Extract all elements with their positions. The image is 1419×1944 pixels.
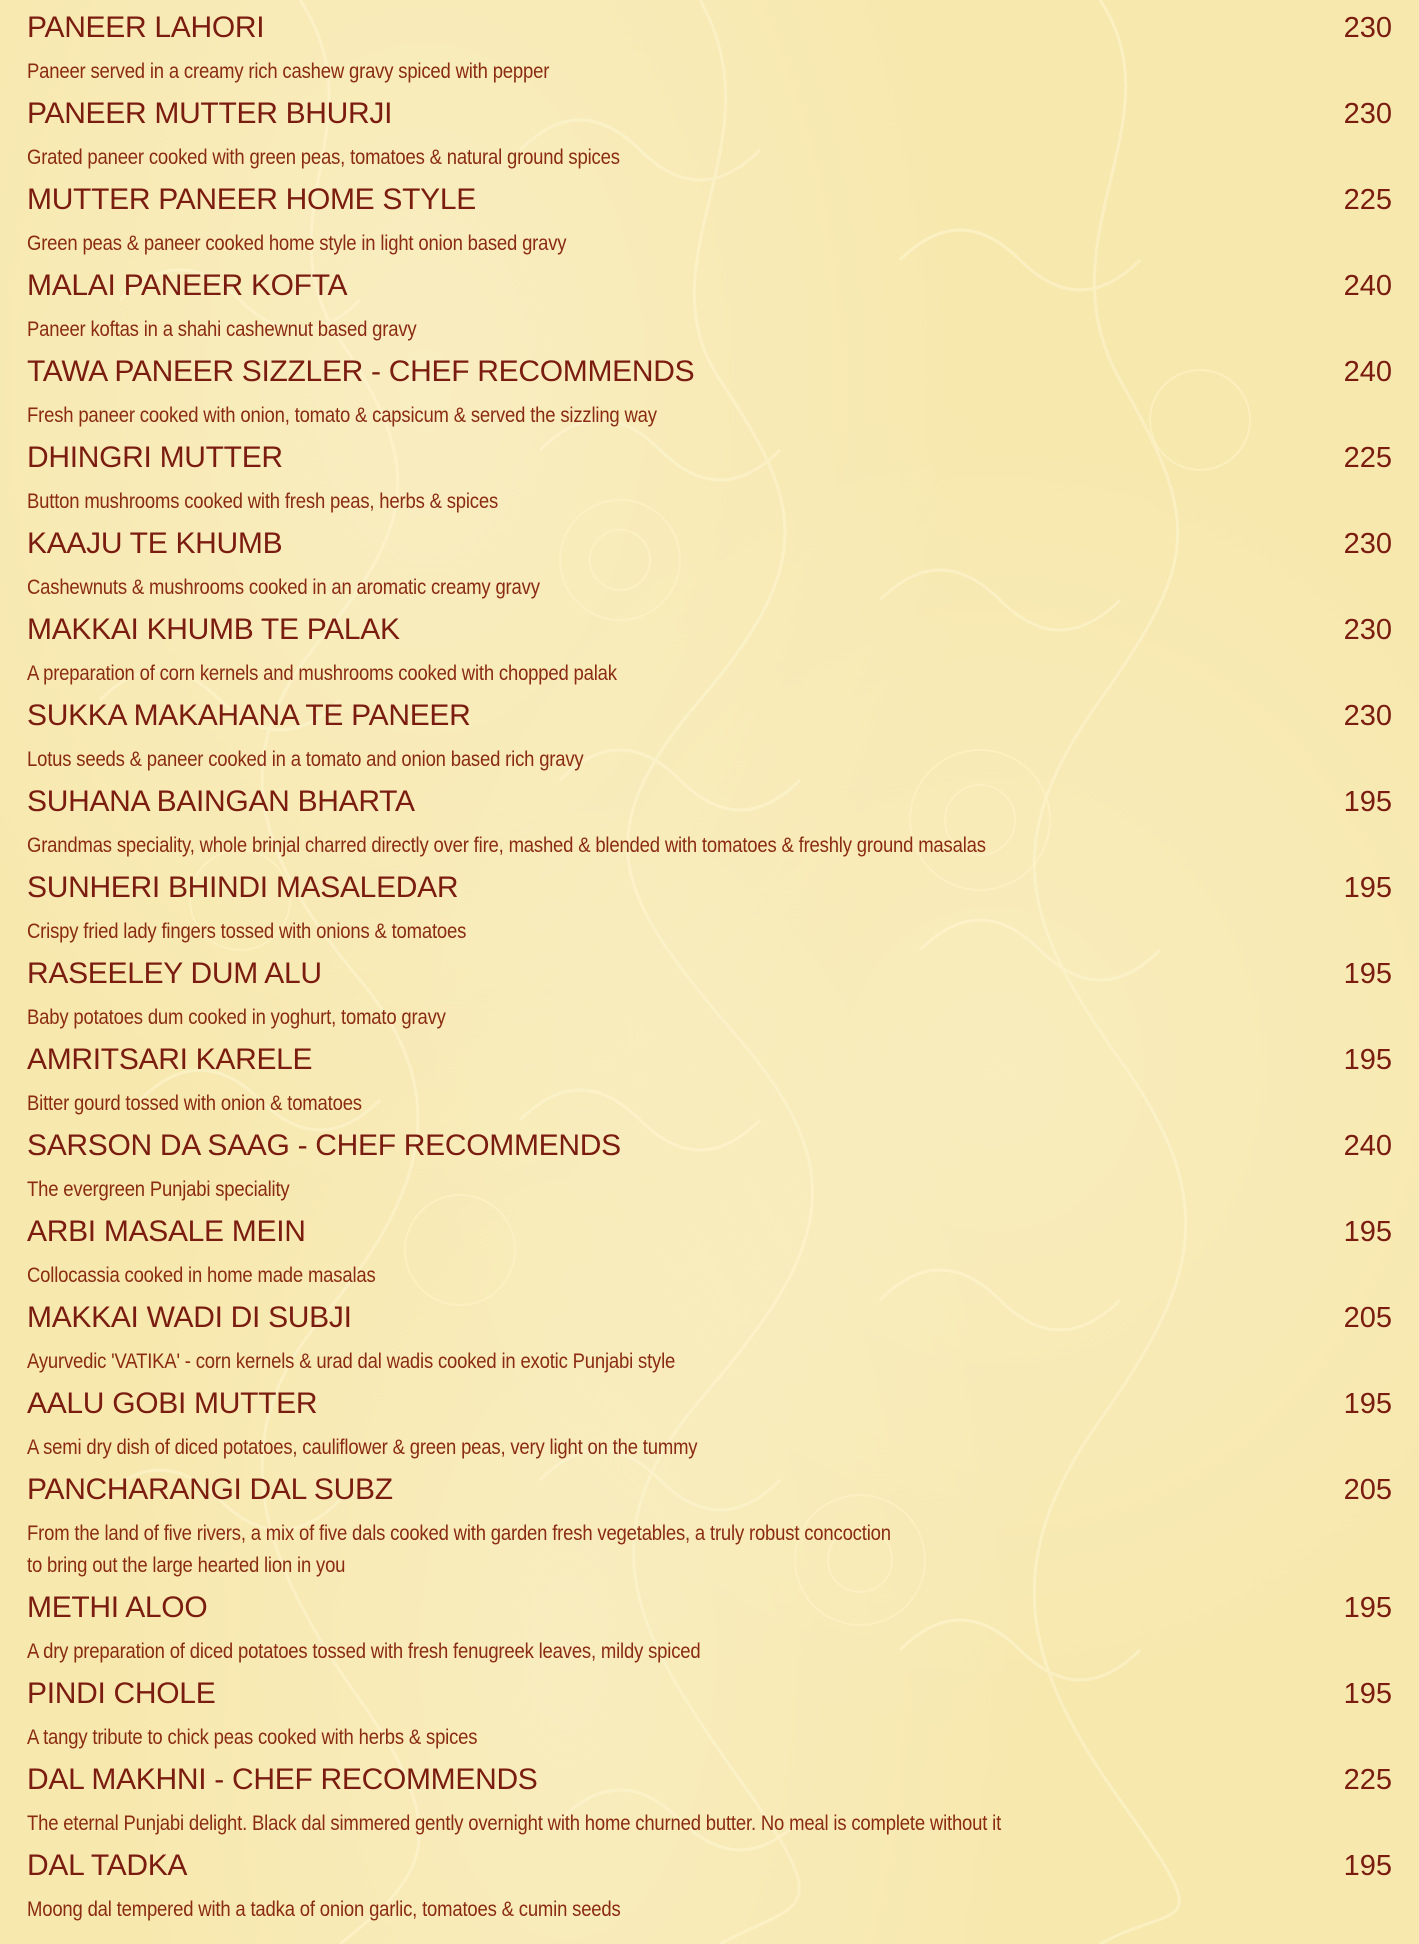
item-name: PANCHARANGI DAL SUBZ (27, 1473, 393, 1506)
menu-item (0, 694, 1419, 780)
item-description: Baby potatoes dum cooked in yoghurt, tomato gravy (27, 1006, 446, 1029)
item-price: 195 (1343, 1388, 1392, 1420)
item-name: MAKKAI WADI DI SUBJI (27, 1301, 352, 1334)
menu-item (0, 1038, 1419, 1124)
menu-item (0, 350, 1419, 436)
menu-item (0, 1210, 1419, 1296)
item-price: 230 (1343, 614, 1392, 646)
item-description: Lotus seeds & paneer cooked in a tomato and onion based rich gravy (27, 748, 584, 771)
item-price: 230 (1343, 528, 1392, 560)
item-description: Ayurvedic 'VATIKA' - corn kernels & urad dal wadis cooked in exotic Punjabi style (27, 1350, 676, 1373)
item-name: AMRITSARI KARELE (27, 1043, 313, 1076)
item-price: 195 (1343, 872, 1392, 904)
item-price: 195 (1343, 1850, 1392, 1882)
item-name: SUNHERI BHINDI MASALEDAR (27, 871, 459, 904)
item-name: PANEER MUTTER BHURJI (27, 97, 393, 130)
menu-item (0, 522, 1419, 608)
menu-item (0, 264, 1419, 350)
menu-item (0, 1468, 1419, 1586)
menu-item (0, 1844, 1419, 1930)
item-name: KAAJU TE KHUMB (27, 527, 283, 560)
menu-item (0, 178, 1419, 264)
item-description: A semi dry dish of diced potatoes, cauliflower & green peas, very light on the tummy (27, 1436, 698, 1459)
menu-item (0, 1758, 1419, 1844)
item-description: Moong dal tempered with a tadka of onion garlic, tomatoes & cumin seeds (27, 1898, 621, 1921)
item-name: DAL TADKA (27, 1849, 188, 1882)
menu-item (0, 1672, 1419, 1758)
item-name: DHINGRI MUTTER (27, 441, 283, 474)
item-price: 195 (1343, 1044, 1392, 1076)
item-description-line: From the land of five rivers, a mix of five dals cooked with garden fresh vegetables, a truly robust concoction (27, 1522, 891, 1545)
menu-item (0, 1124, 1419, 1210)
item-description: A tangy tribute to chick peas cooked with herbs & spices (27, 1726, 478, 1749)
item-name: MALAI PANEER KOFTA (27, 269, 348, 302)
item-price: 205 (1343, 1474, 1392, 1506)
item-description: Cashewnuts & mushrooms cooked in an aromatic creamy gravy (27, 576, 540, 599)
item-price: 195 (1343, 958, 1392, 990)
item-description (27, 1518, 1162, 1582)
item-description: Green peas & paneer cooked home style in light onion based gravy (27, 232, 567, 255)
item-price: 225 (1343, 184, 1392, 216)
menu-item (0, 92, 1419, 178)
item-name: MUTTER PANEER HOME STYLE (27, 183, 476, 216)
item-price: 195 (1343, 1592, 1392, 1624)
item-description: The evergreen Punjabi speciality (27, 1178, 290, 1201)
item-description: Fresh paneer cooked with onion, tomato & capsicum & served the sizzling way (27, 404, 657, 427)
item-name: TAWA PANEER SIZZLER - CHEF RECOMMENDS (27, 355, 695, 388)
item-price: 195 (1343, 1216, 1392, 1248)
menu-item (0, 866, 1419, 952)
menu-item (0, 436, 1419, 522)
item-price: 205 (1343, 1302, 1392, 1334)
item-name: SUHANA BAINGAN BHARTA (27, 785, 415, 818)
menu-item (0, 780, 1419, 866)
item-price: 230 (1343, 12, 1392, 44)
item-name: DAL MAKHNI - CHEF RECOMMENDS (27, 1763, 538, 1796)
item-price: 225 (1343, 1764, 1392, 1796)
item-description: Grated paneer cooked with green peas, tomatoes & natural ground spices (27, 146, 620, 169)
item-name: PINDI CHOLE (27, 1677, 216, 1710)
item-price: 240 (1343, 270, 1392, 302)
item-price: 195 (1343, 786, 1392, 818)
item-name: ARBI MASALE MEIN (27, 1215, 306, 1248)
item-price: 230 (1343, 700, 1392, 732)
item-name: RASEELEY DUM ALU (27, 957, 322, 990)
item-name: METHI ALOO (27, 1591, 208, 1624)
item-description: A dry preparation of diced potatoes tossed with fresh fenugreek leaves, mildy spiced (27, 1640, 701, 1663)
item-name: PANEER LAHORI (27, 11, 265, 44)
item-description: The eternal Punjabi delight. Black dal simmered gently overnight with home churned butter. No meal is complete without it (27, 1812, 1002, 1835)
item-description-line: to bring out the large hearted lion in you (27, 1554, 346, 1577)
item-name: AALU GOBI MUTTER (27, 1387, 318, 1420)
menu-item (0, 1296, 1419, 1382)
item-price: 195 (1343, 1678, 1392, 1710)
item-price: 225 (1343, 442, 1392, 474)
item-description: Paneer koftas in a shahi cashewnut based gravy (27, 318, 417, 341)
item-description: Grandmas speciality, whole brinjal charred directly over fire, mashed & blended with tomatoes & freshly ground masalas (27, 834, 986, 857)
item-description: Paneer served in a creamy rich cashew gravy spiced with pepper (27, 60, 550, 83)
menu-item (0, 6, 1419, 92)
menu-item (0, 1586, 1419, 1672)
item-name: MAKKAI KHUMB TE PALAK (27, 613, 400, 646)
menu-item (0, 952, 1419, 1038)
item-description: Collocassia cooked in home made masalas (27, 1264, 376, 1287)
item-name: SARSON DA SAAG - CHEF RECOMMENDS (27, 1129, 621, 1162)
item-description: A preparation of corn kernels and mushrooms cooked with chopped palak (27, 662, 617, 685)
item-price: 240 (1343, 356, 1392, 388)
item-price: 230 (1343, 98, 1392, 130)
menu-item (0, 1382, 1419, 1468)
item-description: Bitter gourd tossed with onion & tomatoes (27, 1092, 362, 1115)
item-description: Button mushrooms cooked with fresh peas, herbs & spices (27, 490, 499, 513)
menu-item (0, 608, 1419, 694)
item-description: Crispy fried lady fingers tossed with onions & tomatoes (27, 920, 467, 943)
item-price: 240 (1343, 1130, 1392, 1162)
item-name: SUKKA MAKAHANA TE PANEER (27, 699, 471, 732)
